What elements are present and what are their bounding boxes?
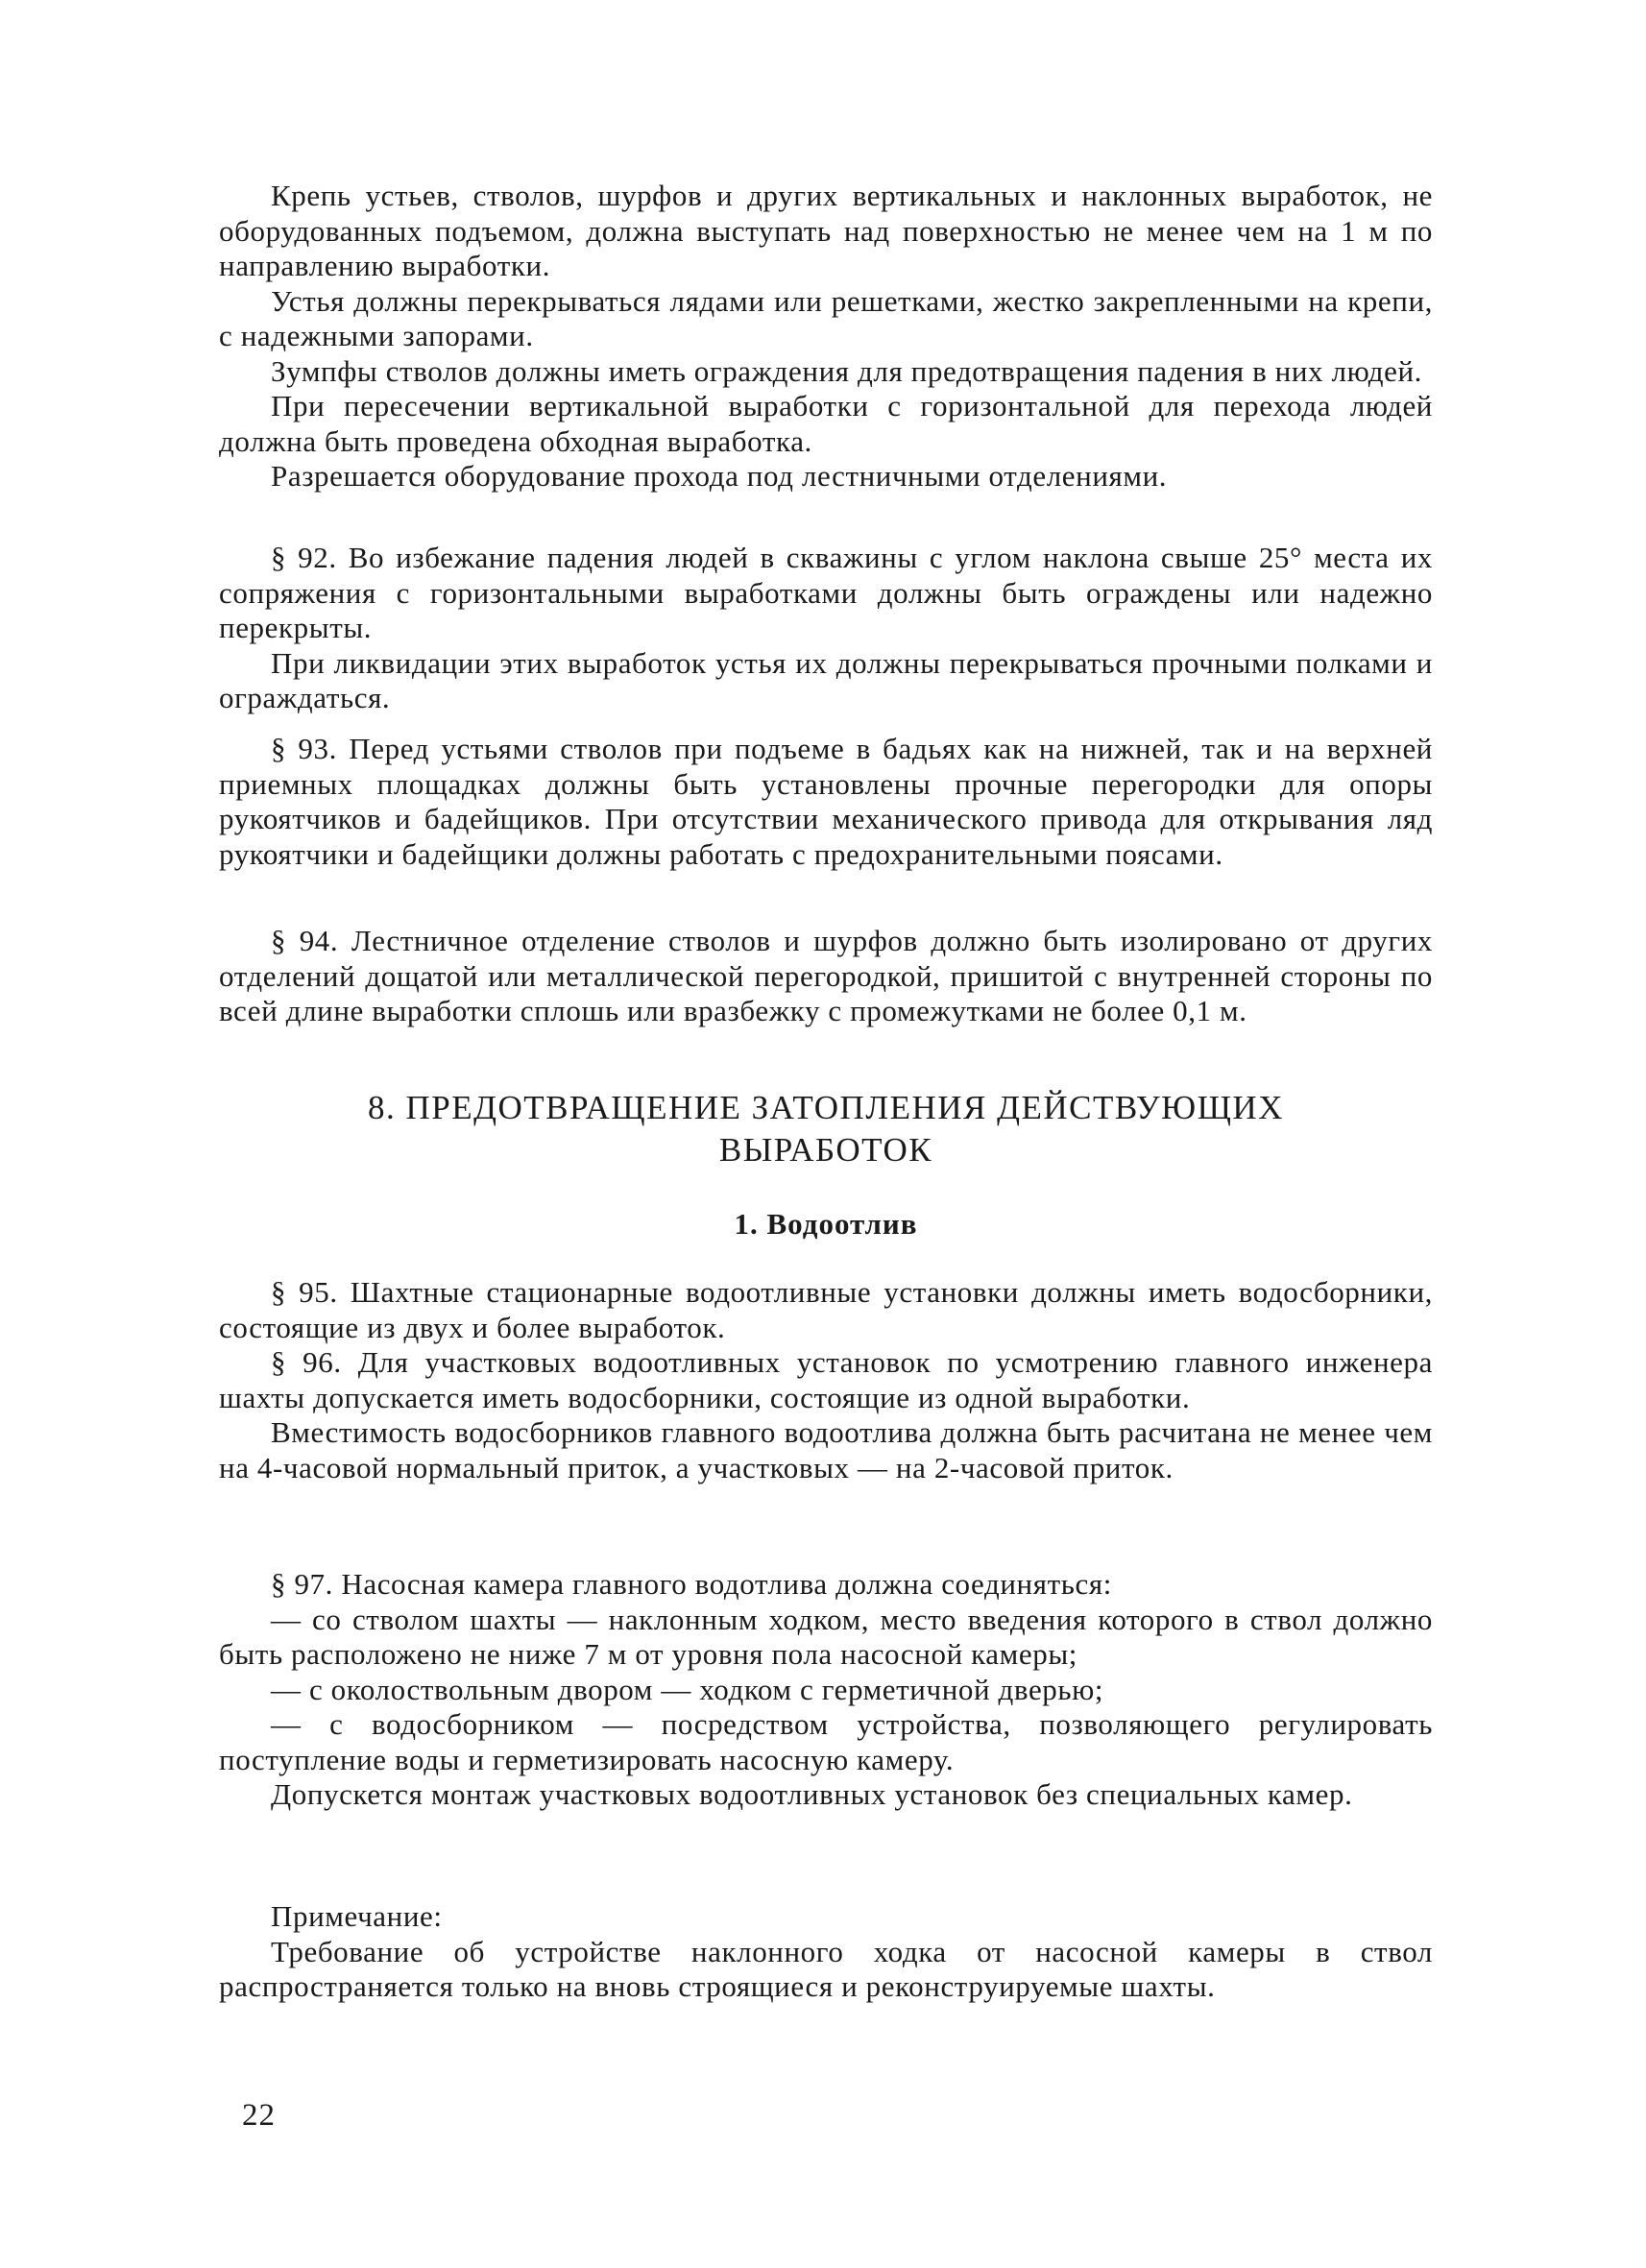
subsection-heading: 1. Водоотлив bbox=[734, 1207, 918, 1241]
text-block-shaft-openings bbox=[219, 179, 1433, 495]
paragraph-96: § 96. Для участковых водоотливных установок по усмотрению главного инженера шахты допускается иметь водосборники, состоящие из одной выработки. bbox=[219, 1345, 1433, 1414]
text-block-section-94 bbox=[219, 924, 1433, 1029]
note-text: Требование об устройстве наклонного ходка от насосной камеры в ствол распространяется только на вновь строящиеся и реконструируемые шахты. bbox=[219, 1934, 1433, 2003]
page-number: 22 bbox=[242, 2098, 276, 2133]
note-block bbox=[219, 1899, 1433, 2005]
section-heading bbox=[219, 1087, 1433, 1171]
paragraph: Зумпфы стволов должны иметь ограждения для предотвращения падения в них людей. bbox=[271, 353, 1423, 388]
list-item: — с водосборником — посредством устройства, позволяющего регулировать поступление воды и герметизировать насосную камеру. bbox=[219, 1707, 1433, 1776]
text-block-sections-95-96 bbox=[219, 1275, 1433, 1485]
paragraph: Допускется монтаж участковых водоотливных установок без специальных камер. bbox=[271, 1777, 1353, 1811]
paragraph: Разрешается оборудование прохода под лестничными отделениями. bbox=[271, 459, 1168, 493]
text-block-section-93 bbox=[219, 732, 1433, 872]
paragraph: При ликвидации этих выработок устья их должны перекрываться прочными полками и ограждаться. bbox=[219, 645, 1433, 714]
note-label: Примечание: bbox=[271, 1899, 443, 1933]
text-block-section-97 bbox=[219, 1567, 1433, 1813]
paragraph: Вместимость водосборников главного водоотлива должна быть расчитана не менее чем на 4-часовой нормальный приток, а участковых — на 2-часовой приток. bbox=[219, 1415, 1433, 1484]
paragraph: Устья должны перекрываться лядами или решетками, жестко закрепленными на крепи, с надежными запорами. bbox=[219, 283, 1433, 352]
list-item: — со стволом шахты — наклонным ходком, место введения которого в ствол должно быть расположено не ниже 7 м от уровня пола насосной камеры; bbox=[219, 1602, 1433, 1671]
paragraph: При пересечении вертикальной выработки с горизонтальной для перехода людей должна быть проведена обходная выработка. bbox=[219, 389, 1433, 458]
paragraph-93: § 93. Перед устьями стволов при подъеме в бадьях как на нижней, так и на верхней приемных площадках должны быть установлены прочные перегородки для опоры рукоятчиков и бадейщиков. При отсутствии механического привода для открывания ляд рукоятчики и бадейщики должны работать с предохранительными поясами. bbox=[219, 732, 1433, 871]
list-item: — с околоствольным двором — ходком с герметичной дверью; bbox=[271, 1672, 1104, 1706]
text-block-section-92 bbox=[219, 541, 1433, 716]
paragraph-92: § 92. Во избежание падения людей в скважины с углом наклона свыше 25° места их сопряжения с горизонтальными выработками должны быть ограждены или надежно перекрыты. bbox=[219, 541, 1433, 644]
section-heading-line1: 8. ПРЕДОТВРАЩЕНИЕ ЗАТОПЛЕНИЯ ДЕЙСТВУЮЩИХ bbox=[368, 1089, 1284, 1126]
paragraph-97: § 97. Насосная камера главного водотлива должна соединяться: bbox=[271, 1567, 1112, 1601]
paragraph: Крепь устьев, стволов, шурфов и других вертикальных и наклонных выработок, не оборудованных подъемом, должна выступать над поверхностью не менее чем на 1 м по направлению выработки. bbox=[219, 179, 1433, 282]
section-heading-line2: ВЫРАБОТОК bbox=[718, 1131, 933, 1169]
paragraph-95: § 95. Шахтные стационарные водоотливные установки должны иметь водосборники, состоящие из двух и более выработок. bbox=[219, 1275, 1433, 1344]
paragraph-94: § 94. Лестничное отделение стволов и шурфов должно быть изолировано от других отделений дощатой или металлической перегородкой, пришитой с внутренней стороны по всей длине выработки сплошь или вразбежку с промежутками не более 0,1 м. bbox=[219, 924, 1433, 1027]
